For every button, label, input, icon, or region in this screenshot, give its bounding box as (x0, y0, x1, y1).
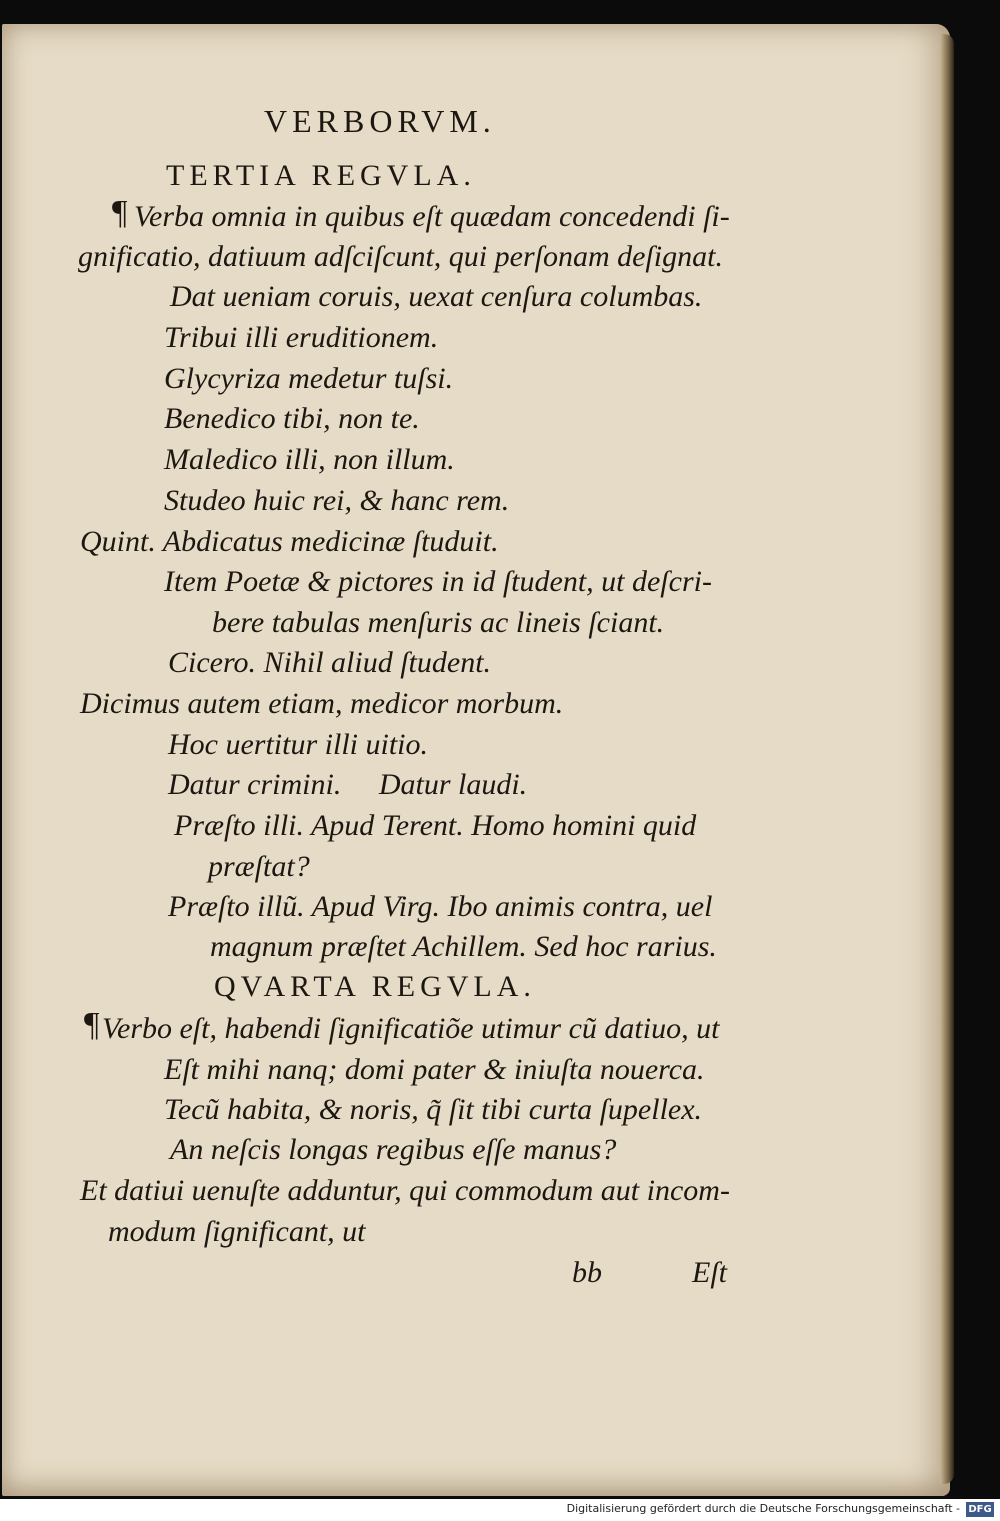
text-line: Verbo eſt, habendi ſignificatiõe utimur cũ datiuo, ut (102, 1012, 720, 1045)
running-head: VERBORVM. (264, 103, 496, 139)
text-line: Datur crimini. Datur laudi. (168, 768, 528, 801)
book-page (2, 24, 950, 1496)
text-line: An neſcis longas regibus eſſe manus? (170, 1133, 617, 1166)
text-line: Glycyriza medetur tuſsi. (164, 362, 454, 395)
text-line: Tecũ habita, & noris, q̃ ſit tibi curta ſupellex. (164, 1093, 703, 1126)
section-heading-quarta: QVARTA REGVLA. (214, 970, 536, 1003)
text-line: magnum præſtet Achillem. Sed hoc rarius. (210, 930, 717, 963)
catchword: Eſt (692, 1256, 727, 1289)
text-line: Et datiui uenuſte adduntur, qui commodum aut incom- (80, 1174, 730, 1207)
text-line: Cicero. Nihil aliud ſtudent. (168, 646, 492, 679)
text-line: bere tabulas menſuris ac lineis ſciant. (212, 606, 665, 639)
text-line: præſtat? (208, 850, 310, 883)
text-line: modum ſignificant, ut (108, 1215, 366, 1248)
signature-mark: bb (572, 1256, 602, 1289)
text-line: Dat ueniam coruis, uexat cenſura columbas. (170, 280, 703, 313)
text-line: Quint. Abdicatus medicinæ ſtuduit. (80, 525, 499, 558)
funding-credit: Digitalisierung gefördert durch die Deutsche Forschungsgemeinschaft - (566, 1502, 960, 1515)
text-line: Benedico tibi, non te. (164, 402, 420, 435)
text-line: Eſt mihi nanq; domi pater & iniuſta nouerca. (164, 1053, 705, 1086)
text-line: gnificatio, datiuum adſciſcunt, qui perſonam deſignat. (78, 240, 723, 273)
section-heading-tertia: TERTIA REGVLA. (166, 159, 476, 192)
text-line: Verba omnia in quibus eſt quædam concedendi ſi- (134, 200, 730, 233)
footer-bar (0, 1499, 1000, 1521)
text-line: Item Poetæ & pictores in id ſtudent, ut deſcri- (164, 565, 712, 598)
page-edge (940, 34, 954, 1484)
text-line: Præſto illũ. Apud Virg. Ibo animis contra, uel (168, 890, 713, 923)
paragraph-mark-icon: ¶ (84, 1006, 100, 1043)
paragraph-mark-icon: ¶ (112, 194, 128, 231)
text-line: Maledico illi, non illum. (164, 443, 455, 476)
text-line: Dicimus autem etiam, medicor morbum. (80, 687, 564, 720)
text-line: Hoc uertitur illi uitio. (168, 728, 428, 761)
text-line: Tribui illi eruditionem. (164, 321, 439, 354)
text-line: Studeo huic rei, & hanc rem. (164, 484, 510, 517)
dfg-logo-icon: DFG (966, 1502, 994, 1517)
text-line: Præſto illi. Apud Terent. Homo homini quid (174, 809, 697, 842)
